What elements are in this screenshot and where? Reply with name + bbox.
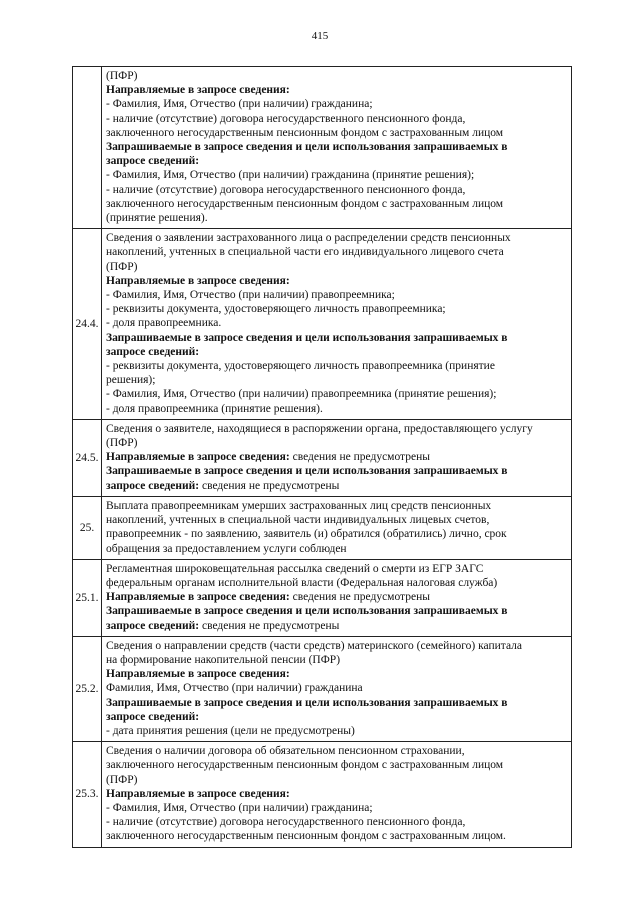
bold-heading: Запрашиваемые в запросе сведения и цели использования запрашиваемых в — [106, 141, 508, 154]
table-row — [73, 636, 572, 741]
bold-heading: запросе сведений: — [106, 155, 200, 168]
plain-text: Сведения о заявлении застрахованного лица о распределении средств пенсионных — [106, 232, 511, 245]
row-number — [73, 67, 102, 229]
text-line — [106, 288, 567, 302]
row-content — [102, 636, 572, 741]
plain-text: накоплений, учтенных в специальной части его индивидуального лицевого счета — [106, 246, 504, 259]
text-line — [106, 331, 567, 345]
plain-text: - реквизиты документа, удостоверяющего личность правопреемника; — [106, 303, 446, 316]
text-line — [106, 527, 567, 541]
plain-text: - Фамилия, Имя, Отчество (при наличии) правопреемника; — [106, 289, 395, 302]
text-line — [106, 197, 567, 211]
text-line — [106, 183, 567, 197]
page-number: 415 — [311, 30, 329, 42]
plain-text: Регламентная широковещательная рассылка сведений о смерти из ЕГР ЗАГС — [106, 562, 484, 575]
table-row — [73, 742, 572, 847]
plain-text: Фамилия, Имя, Отчество (при наличии) гражданина — [106, 682, 363, 695]
plain-text: заключенного негосударственным пенсионным фондом с застрахованным лицом — [106, 126, 504, 139]
plain-text: - доля правопреемника (принятие решения). — [106, 402, 323, 415]
plain-text: решения); — [106, 374, 156, 387]
row-content — [102, 742, 572, 847]
plain-text: - Фамилия, Имя, Отчество (при наличии) гражданина; — [106, 801, 373, 814]
row-content — [102, 229, 572, 420]
bold-heading: Направляемые в запросе сведения: — [106, 787, 290, 800]
bold-heading: Запрашиваемые в запросе сведения и цели использования запрашиваемых в — [106, 331, 508, 344]
text-line — [106, 316, 567, 330]
text-line — [106, 83, 567, 97]
text-line — [106, 302, 567, 316]
text-line — [106, 140, 567, 154]
plain-text: - Фамилия, Имя, Отчество (при наличии) правопреемника (принятие решения); — [106, 388, 497, 401]
plain-text: заключенного негосударственным пенсионным фондом с застрахованным лицом. — [106, 830, 506, 843]
plain-text: - наличие (отсутствие) договора негосударственного пенсионного фонда, — [106, 112, 466, 125]
plain-text: (ПФР) — [106, 437, 138, 450]
text-line — [106, 604, 567, 618]
text-line — [106, 562, 567, 576]
plain-text: (ПФР) — [106, 260, 138, 273]
plain-text: - наличие (отсутствие) договора негосударственного пенсионного фонда, — [106, 183, 466, 196]
text-line — [106, 97, 567, 111]
row-content — [102, 419, 572, 496]
bold-heading: Направляемые в запросе сведения: — [106, 451, 290, 464]
text-line — [106, 245, 567, 259]
plain-text: - дата принятия решения (цели не предусмотрены) — [106, 724, 355, 737]
plain-text: накоплений, учтенных в специальной части индивидуальных лицевых счетов, — [106, 514, 490, 527]
table-row — [73, 67, 572, 229]
text-line — [106, 112, 567, 126]
text-line — [106, 829, 567, 843]
plain-text: - Фамилия, Имя, Отчество (при наличии) гражданина (принятие решения); — [106, 169, 475, 182]
table-row — [73, 559, 572, 636]
text-line — [106, 542, 567, 556]
text-line — [106, 345, 567, 359]
text-line — [106, 667, 567, 681]
plain-text: сведения не предусмотрены — [199, 619, 340, 632]
text-line — [106, 479, 567, 493]
text-line — [106, 211, 567, 225]
bold-heading: запросе сведений: — [106, 710, 200, 723]
bold-heading: Запрашиваемые в запросе сведения и цели использования запрашиваемых в — [106, 696, 508, 709]
text-line — [106, 801, 567, 815]
row-number: 24.4. — [73, 229, 102, 420]
text-line — [106, 758, 567, 772]
plain-text: - реквизиты документа, удостоверяющего личность правопреемника (принятие — [106, 360, 495, 373]
plain-text: - наличие (отсутствие) договора негосударственного пенсионного фонда, — [106, 816, 466, 829]
plain-text: на формирование накопительной пенсии (ПФР) — [106, 653, 341, 666]
row-content — [102, 496, 572, 559]
text-line — [106, 402, 567, 416]
plain-text: заключенного негосударственным пенсионным фондом с застрахованным лицом — [106, 759, 504, 772]
text-line — [106, 744, 567, 758]
text-line — [106, 653, 567, 667]
table-row — [73, 496, 572, 559]
text-line — [106, 387, 567, 401]
plain-text: сведения не предусмотрены — [199, 479, 340, 492]
row-number: 25.2. — [73, 636, 102, 741]
plain-text: Сведения о направлении средств (части средств) материнского (семейного) капитала — [106, 639, 523, 652]
text-line — [106, 373, 567, 387]
text-line — [106, 168, 567, 182]
plain-text: заключенного негосударственным пенсионным фондом с застрахованным лицом — [106, 197, 504, 210]
row-content — [102, 559, 572, 636]
row-number: 25.1. — [73, 559, 102, 636]
plain-text: (ПФР) — [106, 70, 138, 82]
bold-heading: запросе сведений: — [106, 345, 200, 358]
table-row — [73, 229, 572, 420]
plain-text: сведения не предусмотрены — [289, 591, 430, 604]
text-line — [106, 639, 567, 653]
plain-text: сведения не предусмотрены — [289, 451, 430, 464]
bold-heading: Направляемые в запросе сведения: — [106, 84, 290, 97]
text-line — [106, 773, 567, 787]
text-line — [106, 724, 567, 738]
document-table — [72, 66, 572, 848]
plain-text: обращения за предоставлением услуги соблюден — [106, 542, 347, 555]
plain-text: (принятие решения). — [106, 212, 208, 225]
text-line — [106, 69, 567, 83]
bold-heading: запросе сведений: — [106, 619, 200, 632]
row-number: 25. — [73, 496, 102, 559]
plain-text: правопреемник - по заявлению, заявитель (и) обратился (обратились) лично, срок — [106, 528, 507, 541]
text-line — [106, 499, 567, 513]
plain-text: (ПФР) — [106, 773, 138, 786]
text-line — [106, 274, 567, 288]
plain-text: Сведения о наличии договора об обязательном пенсионном страховании, — [106, 745, 465, 758]
text-line — [106, 126, 567, 140]
text-line — [106, 359, 567, 373]
row-number: 25.3. — [73, 742, 102, 847]
text-line — [106, 815, 567, 829]
text-line — [106, 590, 567, 604]
plain-text: - доля правопреемника. — [106, 317, 222, 330]
text-line — [106, 710, 567, 724]
text-line — [106, 154, 567, 168]
text-line — [106, 787, 567, 801]
text-line — [106, 450, 567, 464]
text-line — [106, 422, 567, 436]
row-number: 24.5. — [73, 419, 102, 496]
table-row — [73, 419, 572, 496]
text-line — [106, 260, 567, 274]
plain-text: Выплата правопреемникам умерших застрахованных лиц средств пенсионных — [106, 499, 492, 512]
row-content — [102, 67, 572, 229]
bold-heading: Направляемые в запросе сведения: — [106, 668, 290, 681]
text-line — [106, 696, 567, 710]
bold-heading: Запрашиваемые в запросе сведения и цели использования запрашиваемых в — [106, 605, 508, 618]
text-line — [106, 464, 567, 478]
text-line — [106, 231, 567, 245]
bold-heading: Запрашиваемые в запросе сведения и цели использования запрашиваемых в — [106, 465, 508, 478]
bold-heading: Направляемые в запросе сведения: — [106, 591, 290, 604]
plain-text: федеральным органам исполнительной власти (Федеральная налоговая служба) — [106, 576, 498, 589]
text-line — [106, 619, 567, 633]
text-line — [106, 436, 567, 450]
bold-heading: Направляемые в запросе сведения: — [106, 274, 290, 287]
plain-text: - Фамилия, Имя, Отчество (при наличии) гражданина; — [106, 98, 373, 111]
bold-heading: запросе сведений: — [106, 479, 200, 492]
text-line — [106, 681, 567, 695]
table-body — [73, 67, 572, 848]
text-line — [106, 576, 567, 590]
text-line — [106, 513, 567, 527]
plain-text: Сведения о заявителе, находящиеся в распоряжении органа, предоставляющего услугу — [106, 422, 533, 435]
